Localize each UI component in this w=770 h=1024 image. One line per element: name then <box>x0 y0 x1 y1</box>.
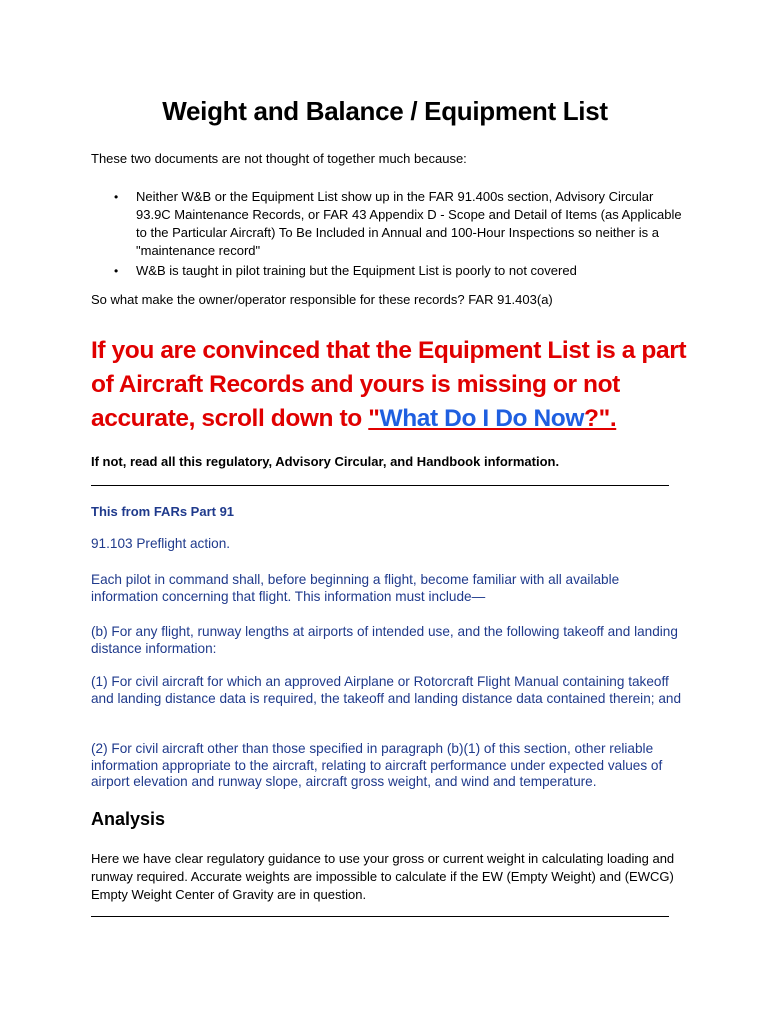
list-item <box>91 188 691 260</box>
link-text: What Do I Do Now <box>379 405 585 432</box>
bullet-icon: • <box>114 264 119 278</box>
intro-paragraph: These two documents are not thought of together much because: <box>91 151 467 166</box>
far-paragraph: (2) For civil aircraft other than those specified in paragraph (b)(1) of this section, other reliable information appropriate to the aircraft, relating to aircraft performance under expected values of airport elevation and runway slope, aircraft gross weight, and wind and temperature. <box>91 741 663 789</box>
analysis-paragraph: Here we have clear regulatory guidance to use your gross or current weight in calculating loading and runway required. Accurate weights are impossible to calculate if the EW (Empty Weight) and (EWCG) Empty Weight Center of Gravity are in question. <box>91 851 675 902</box>
far-paragraph: (b) For any flight, runway lengths at airports of intended use, and the following takeoff and landing distance information: <box>91 624 678 656</box>
divider <box>91 916 669 917</box>
bullet-text: W&B is taught in pilot training but the Equipment List is poorly to not covered <box>136 263 577 278</box>
link-open-quote: " <box>368 405 380 432</box>
far-paragraph: Each pilot in command shall, before beginning a flight, become familiar with all available information concerning that flight. This information must include— <box>91 572 620 604</box>
list-item <box>91 262 691 280</box>
what-do-i-do-now-link[interactable] <box>368 405 616 432</box>
page-title: Weight and Balance / Equipment List <box>162 96 608 126</box>
bullet-icon: • <box>114 190 119 204</box>
far-paragraph: 91.103 Preflight action. <box>91 536 231 551</box>
divider <box>91 485 669 486</box>
far-paragraph: (1) For civil aircraft for which an approved Airplane or Rotorcraft Flight Manual containing takeoff and landing distance data is required, the takeoff and landing distance data contained therein; and <box>91 674 682 706</box>
if-not-paragraph: If not, read all this regulatory, Advisory Circular, and Handbook information. <box>91 454 560 469</box>
callout-paragraph <box>91 334 691 436</box>
far-section-heading: This from FARs Part 91 <box>91 504 235 519</box>
question-paragraph: So what make the owner/operator responsible for these records? FAR 91.403(a) <box>91 292 553 307</box>
link-close-quote: ?". <box>584 405 617 432</box>
callout-text: If you are convinced that the Equipment List is a part of Aircraft Records and yours is missing or not accurate, scroll down to <box>91 337 687 432</box>
bullet-text: Neither W&B or the Equipment List show up in the FAR 91.400s section, Advisory Circular 93.9C Maintenance Records, or FAR 43 Appendix D - Scope and Detail of Items (as Applicable to the Particular Aircraft) To Be Included in Annual and 100-Hour Inspections so neither is a "maintenance record" <box>136 189 682 258</box>
bullet-list <box>91 188 691 282</box>
analysis-heading: Analysis <box>91 809 166 829</box>
